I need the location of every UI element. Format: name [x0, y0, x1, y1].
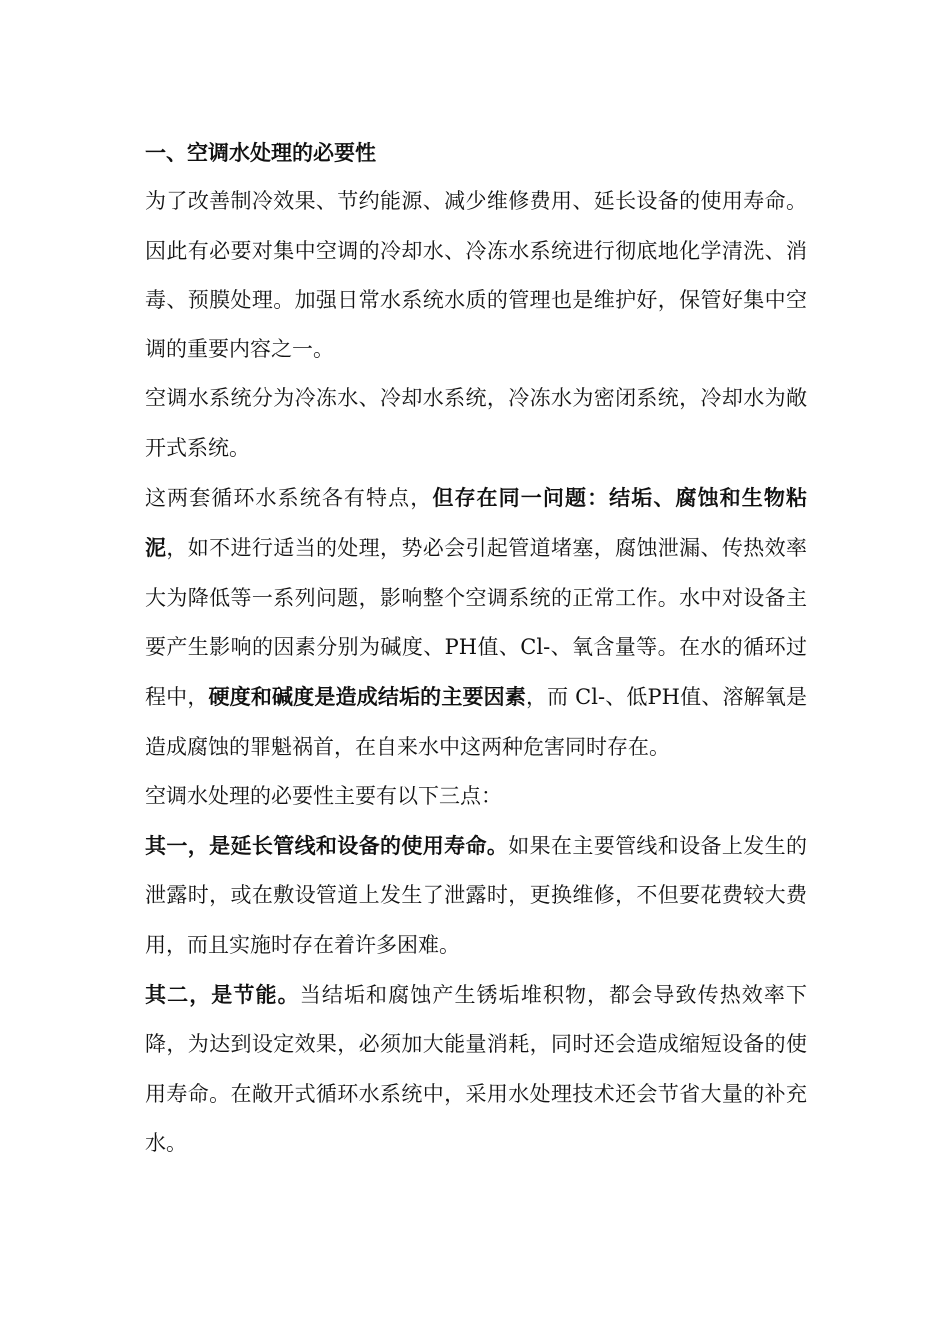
- paragraph-three-points-intro: 空调水处理的必要性主要有以下三点：: [145, 783, 502, 808]
- paragraph-system-types: 空调水系统分为冷冻水、冷却水系统，冷冻水为密闭系统，冷却水为敞开式系统。: [145, 386, 807, 460]
- paragraph-problems: [145, 473, 807, 772]
- paragraph-problems-text-3: ，而 Cl-、低PH值、溶解氧是造成腐蚀的罪魁祸首，在自来水中这两种危害同时存在。: [145, 685, 807, 759]
- paragraph-point-two: [145, 970, 807, 1168]
- paragraph-point-one: [145, 821, 807, 970]
- paragraph-problems-bold-1: 但存在同一问题：结垢、腐蚀和生物粘泥: [145, 485, 807, 561]
- point-one-text: 如果在主要管线和设备上发生的泄露时，或在敷设管道上发生了泄露时，更换维修，不但要花费较大费用，而且实施时存在着许多困难。: [145, 834, 807, 957]
- section-heading: 一、空调水处理的必要性: [145, 140, 376, 165]
- paragraph-problems-text-2: ，如不进行适当的处理，势必会引起管道堵塞，腐蚀泄漏、传热效率大为降低等一系列问题，影响整个空调系统的正常工作。水中对设备主要产生影响的因素分别为碱度、PH值、Cl-、氧含量等。在水的循环过程中，: [145, 536, 808, 710]
- point-one-lead: 其一，是延长管线和设备的使用寿命。: [145, 833, 509, 859]
- point-two-text: 当结垢和腐蚀产生锈垢堆积物，都会导致传热效率下降，为达到设定效果，必须加大能量消耗，同时还会造成缩短设备的使用寿命。在敞开式循环水系统中，采用水处理技术还会节省大量的补充水。: [145, 983, 808, 1155]
- paragraph-purpose: 为了改善制冷效果、节约能源、减少维修费用、延长设备的使用寿命。因此有必要对集中空调的冷却水、冷冻水系统进行彻底地化学清洗、消毒、预膜处理。加强日常水系统水质的管理也是维护好，保管好集中空调的重要内容之一。: [145, 189, 807, 362]
- point-two-lead: 其二，是节能。: [145, 982, 300, 1008]
- paragraph-problems-text-1: 这两套循环水系统各有特点，: [145, 486, 433, 511]
- document-body: [145, 128, 807, 1168]
- paragraph-problems-bold-2: 硬度和碱度是造成结垢的主要因素: [208, 684, 526, 710]
